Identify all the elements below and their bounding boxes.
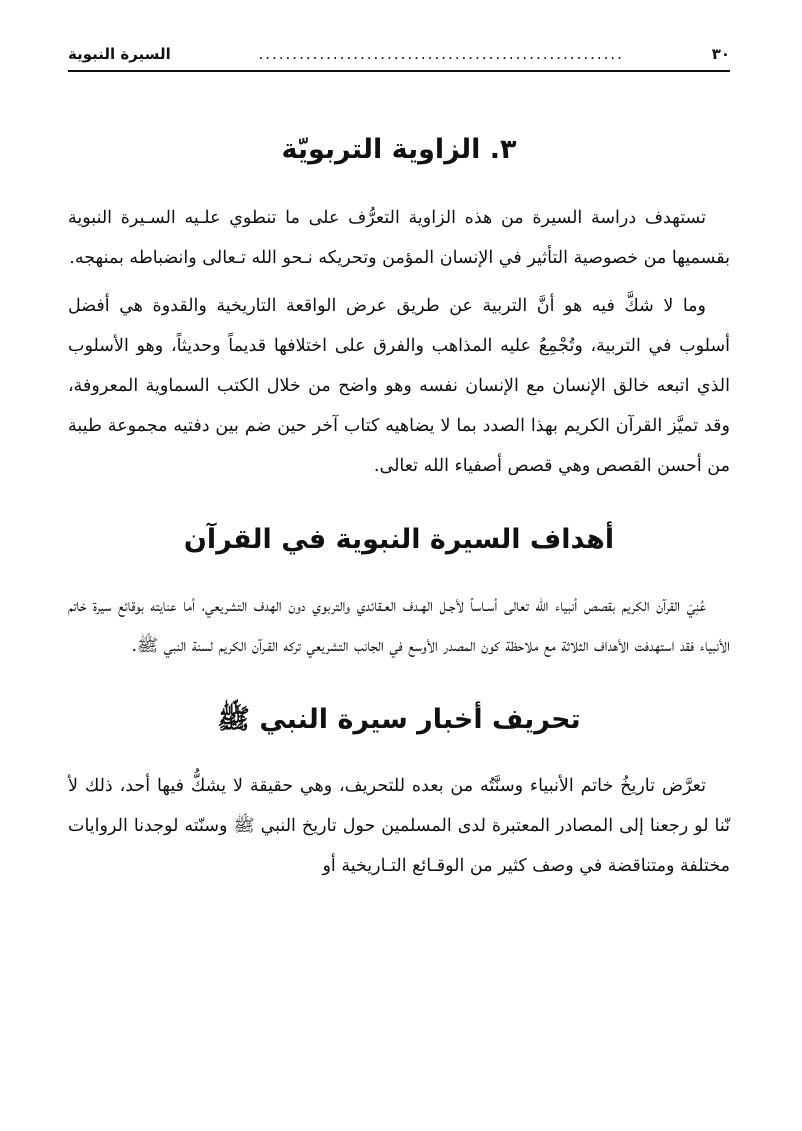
paragraph: وما لا شكَّ فيه هو أنَّ التربية عن طريق عرض الواقعة التاريخية والقدوة هي أفضل أسلوب في التربية، وتُجْمِعُ عليه المذاهب والفرق على اختلافها قديماً وحديثاً، وهو الأسلوب الذي اتبعه خالق الإنسان مع الإنسان نفسه وهو واضح من خلال الكتب السماوية المعروفة، وقد تميَّز القرآن الكريم بهذا الصدد بما لا يضاهيه كتاب آخر حين ضم بين دفتيه مجموعة طيبة من أحسن القصص وهي قصص أصفياء الله تعالى. <box>68 296 730 476</box>
header-dot-leader: ...................................................... <box>258 45 624 63</box>
section-heading-distortion: تحريف أخبار سيرة النبي ﷺ <box>217 704 581 735</box>
section-heading-goals-in-quran: أهداف السيرة النبوية في القرآن <box>183 524 615 555</box>
section-heading-educational-aspect: ٣. الزاوية التربويّة <box>281 134 517 165</box>
page-body <box>68 130 730 894</box>
paragraph: تستهدف دراسة السيرة من هذه الزاوية التعرُّف على ما تنطوي علـيه السـيرة النبوية بقسميها من خصوصية التأثير في الإنسان المؤمن وتحريكه نـحو الله تـعالى وانضباطه بمنهجه. <box>68 208 730 268</box>
paragraph: عُنِيَ القرآن الكريم بقصص أنبياء الله تعالى أسـاساً لأجـل الهـدف العـقائدي والتربوي دون الهدف التشريعي، أما عنايته بوقائع سيرة خاتم الأنبياء فقد استهدفت الأهداف الثلاثة مع ملاحظة كون المصدر الأوسع في الجانب التشريعي تركه القـرآن الكريم لسنة النبي ﷺ. <box>68 596 730 656</box>
book-title: السيرة النبوية <box>68 45 171 63</box>
paragraph: تعرَّض تاريخُ خاتم الأنبياء وسنَّتُه من بعده للتحريف، وهي حقيقة لا يشكُّ فيها أحد، ذلك لأ نّنا لو رجعنا إلى المصادر المعتبرة لدى المسلمين حول تاريخ النبي ﷺ وسنّته لوجدنا الروايات مختلفة ومتناقضة في وصف كثير من الوقـائع التـاريخية أو <box>68 776 730 876</box>
page-number: ٣٠ <box>711 45 730 63</box>
running-header <box>68 38 730 72</box>
